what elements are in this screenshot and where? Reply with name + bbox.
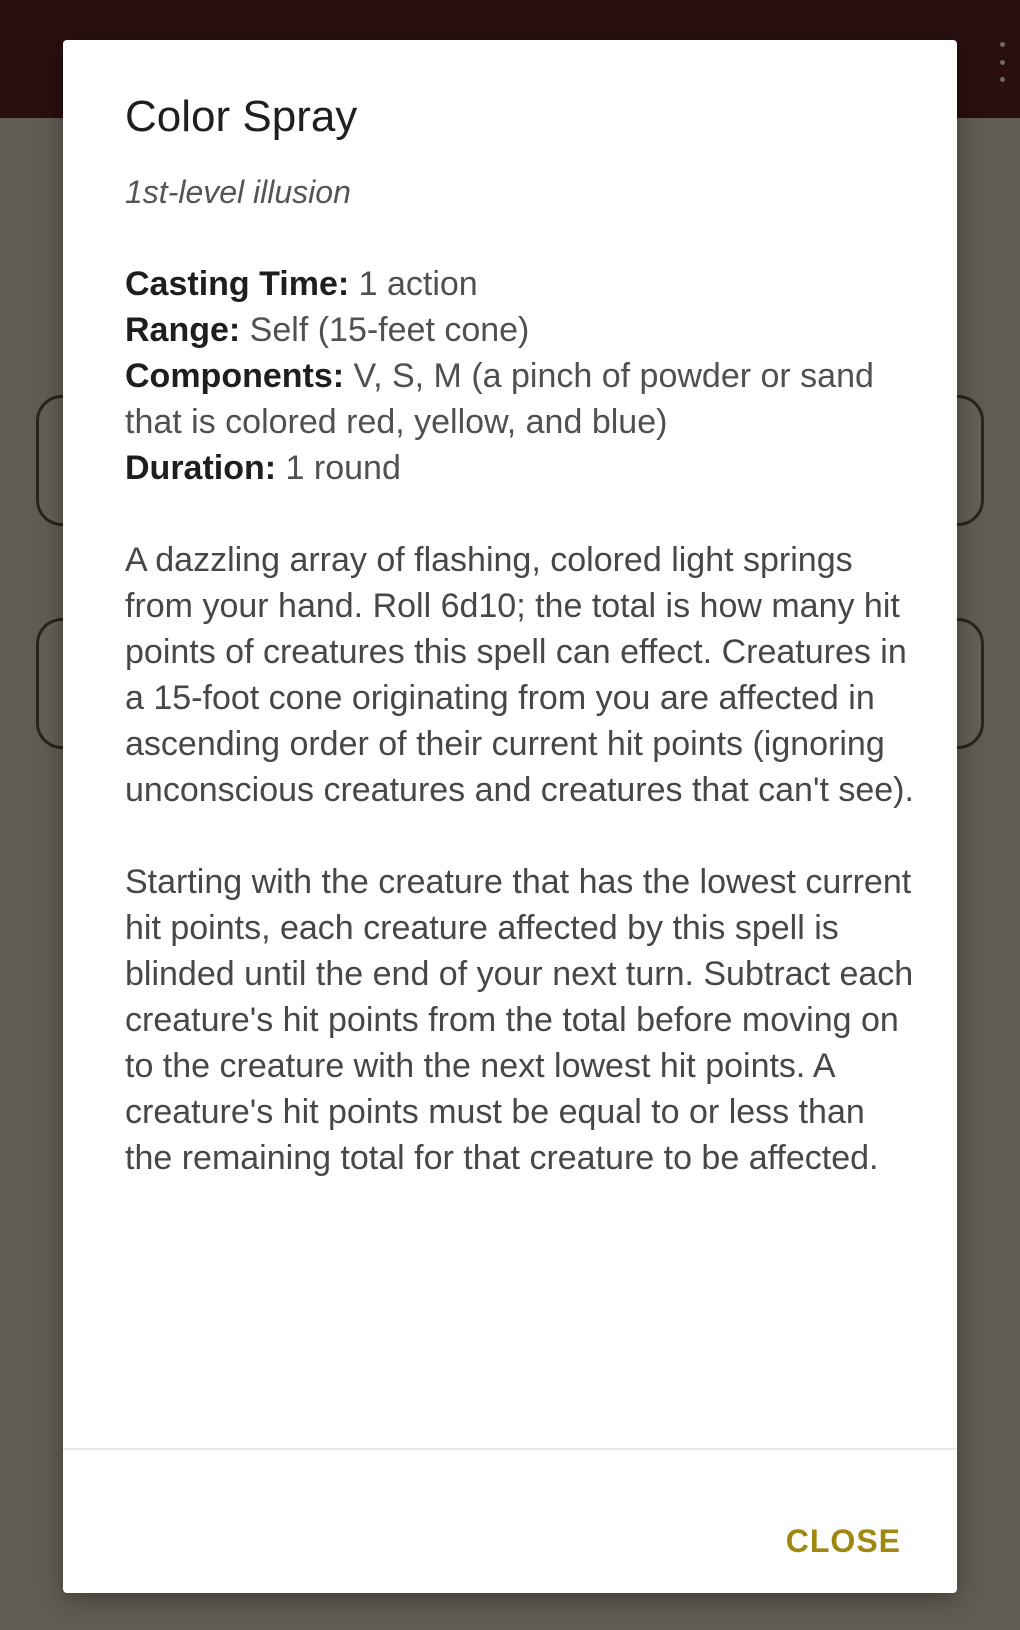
range-value: Self (15-feet cone) <box>240 310 530 349</box>
description-paragraph: Starting with the creature that has the lowest current hit points, each creature affected by this spell is blinded until the end of your next turn. Subtract each creature's hit points from the total before moving on to the creature with the next lowest hit points. A creature's hit points must be equal to or less than the remaining total for that creature to be affected. <box>125 862 914 1177</box>
casting-time-value: 1 action <box>349 264 478 303</box>
components-line <box>125 353 915 445</box>
components-value: V, S, M (a pinch of powder or sand that is colored red, yellow, and blue) <box>125 356 874 441</box>
duration-line <box>125 445 915 491</box>
spell-stats <box>125 261 915 491</box>
components-label: Components: <box>125 356 345 395</box>
spell-title: Color Spray <box>125 92 358 141</box>
spell-level: 1st-level illusion <box>125 173 351 210</box>
dialog-divider <box>63 1448 957 1450</box>
description-paragraph: A dazzling array of flashing, colored light springs from your hand. Roll 6d10; the total is how many hit points of creatures this spell can effect. Creatures in a 15-foot cone originating from you are affected in ascending order of their current hit points (ignoring unconscious creatures and creatures that can't see). <box>125 540 914 809</box>
duration-value: 1 round <box>276 448 401 487</box>
spell-dialog <box>63 40 957 1593</box>
more-vert-icon <box>992 42 1012 82</box>
range-line <box>125 307 915 353</box>
casting-time-label: Casting Time: <box>125 264 350 303</box>
casting-time-line <box>125 261 915 307</box>
dialog-content <box>125 92 915 1227</box>
close-button[interactable]: CLOSE <box>785 1523 901 1559</box>
duration-label: Duration: <box>125 448 277 487</box>
range-label: Range: <box>125 310 241 349</box>
